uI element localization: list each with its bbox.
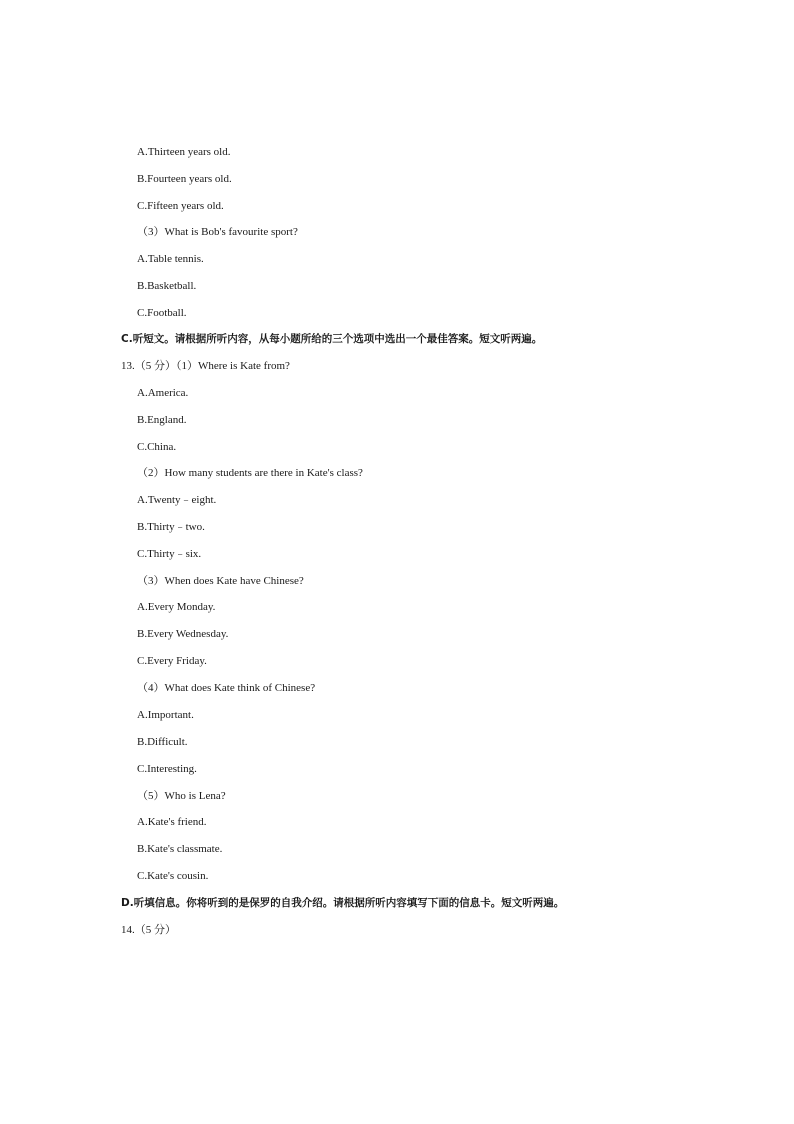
q13-1-option-b: B.England. [137,414,187,426]
q13-4-option-a: A.Important. [137,709,194,721]
q12-3-prompt: （3）What is Bob's favourite sport? [137,226,298,238]
q13-2-option-b: B.Thirty﹣two. [137,521,205,533]
q13-1-option-c: C.China. [137,441,177,453]
q13-2-option-a: A.Twenty﹣eight. [137,494,217,506]
q12-2-option-c: C.Fifteen years old. [137,200,224,212]
q13-2-prompt: （2）How many students are there in Kate's class? [137,467,363,479]
q13-4-option-b: B.Difficult. [137,736,188,748]
q13-4-prompt: （4）What does Kate think of Chinese? [137,682,316,694]
q12-2-option-b: B.Fourteen years old. [137,173,232,185]
q13-5-option-b: B.Kate's classmate. [137,843,223,855]
q13-5-option-c: C.Kate's cousin. [137,870,209,882]
q13-2-option-c: C.Thirty﹣six. [137,548,202,560]
q12-3-option-b: B.Basketball. [137,280,197,292]
q13-5-prompt: （5）Who is Lena? [137,790,226,802]
q12-2-option-a: A.Thirteen years old. [137,146,231,158]
q13-4-option-c: C.Interesting. [137,763,197,775]
q13-3-option-b: B.Every Wednesday. [137,628,229,640]
q14-header: 14.（5 分） [121,924,176,936]
q12-3-option-a: A.Table tennis. [137,253,204,265]
q13-3-option-c: C.Every Friday. [137,655,207,667]
section-d-heading: D.听填信息。你将听到的是保罗的自我介绍。请根据所听内容填写下面的信息卡。短文听两遍。 [121,897,565,909]
q13-5-option-a: A.Kate's friend. [137,816,207,828]
q13-3-prompt: （3）When does Kate have Chinese? [137,575,304,587]
q13-header: 13.（5 分）（1）Where is Kate from? [121,360,290,372]
section-c-heading: C.听短文。请根据所听内容，从每小题所给的三个选项中选出一个最佳答案。短文听两遍。 [121,333,543,345]
q13-1-option-a: A.America. [137,387,189,399]
q13-3-option-a: A.Every Monday. [137,601,216,613]
q12-3-option-c: C.Football. [137,307,187,319]
